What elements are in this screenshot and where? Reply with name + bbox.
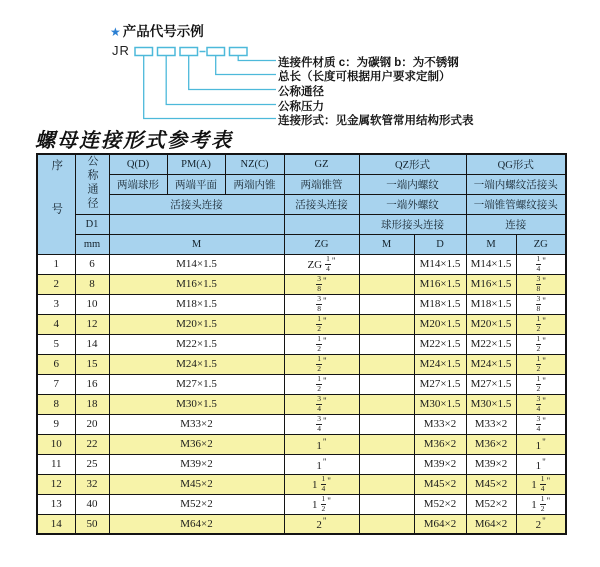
cell-serial: 5 <box>37 334 75 354</box>
cell-gz: $\frac{1}{2}$ " <box>284 334 359 354</box>
cell-dn: 16 <box>75 374 109 394</box>
cell-qg-zg: 1 $\frac{1}{2}$ " <box>516 494 566 514</box>
cell-gz: 1 $\frac{1}{2}$ " <box>284 494 359 514</box>
cell-qg-zg: 1 $\frac{1}{4}$ " <box>516 474 566 494</box>
cell-dn: 25 <box>75 454 109 474</box>
header-col-qg: QG形式 <box>466 154 566 174</box>
table-row <box>37 294 566 314</box>
code-label-material: 连接件材质 c：为碳钢 b：为不锈钢 <box>278 57 459 69</box>
cell-qg-zg: $\frac{1}{2}$ " <box>516 314 566 334</box>
cell-qz-d: M33×2 <box>414 414 466 434</box>
header-serial <box>37 154 75 254</box>
cell-qz-d: M20×1.5 <box>414 314 466 334</box>
header-empty <box>109 214 284 234</box>
cell-qz-m <box>359 314 414 334</box>
reference-table <box>36 153 567 535</box>
header-m-label: M <box>109 234 284 254</box>
cell-qg-m: M20×1.5 <box>466 314 516 334</box>
table-row <box>37 494 566 514</box>
cell-m: M30×1.5 <box>109 394 284 414</box>
cell-qg-zg: $\frac{1}{2}$ " <box>516 374 566 394</box>
code-label-connection-form: 连接形式：见金属软管常用结构形式表 <box>278 115 474 127</box>
header-col-q: Q(D) <box>109 154 167 174</box>
table-row <box>37 394 566 414</box>
cell-qz-m <box>359 514 414 534</box>
cell-serial: 1 <box>37 254 75 274</box>
cell-qz-m <box>359 254 414 274</box>
header-row-3 <box>37 194 566 214</box>
cell-gz: $\frac{1}{2}$ " <box>284 374 359 394</box>
header-qg-desc-top: 一端内螺纹活接头 <box>466 174 566 194</box>
cell-qz-d: M16×1.5 <box>414 274 466 294</box>
cell-dn: 14 <box>75 334 109 354</box>
cell-qg-zg: 2" <box>516 514 566 534</box>
table-row <box>37 514 566 534</box>
cell-gz: 1" <box>284 454 359 474</box>
cell-serial: 13 <box>37 494 75 514</box>
header-empty <box>284 214 359 234</box>
cell-qz-m <box>359 454 414 474</box>
cell-qg-m: M24×1.5 <box>466 354 516 374</box>
header-qz-connection: 球形接头连接 <box>359 214 466 234</box>
cell-qz-m <box>359 294 414 314</box>
table-row <box>37 354 566 374</box>
cell-qz-m <box>359 494 414 514</box>
header-row-4 <box>37 214 566 234</box>
diagram-title <box>110 20 204 40</box>
header-d1: D1 <box>75 214 109 234</box>
code-label-total-length: 总长（长度可根据用户要求定制） <box>278 71 451 83</box>
table-header <box>37 154 566 254</box>
cell-qz-d: M64×2 <box>414 514 466 534</box>
header-serial-label: 序号 <box>50 159 63 247</box>
header-zg-label: ZG <box>284 234 359 254</box>
header-row-1 <box>37 154 566 174</box>
cell-qg-m: M27×1.5 <box>466 374 516 394</box>
cell-qz-d: M18×1.5 <box>414 294 466 314</box>
cell-serial: 3 <box>37 294 75 314</box>
cell-serial: 7 <box>37 374 75 394</box>
cell-gz: $\frac{3}{4}$ " <box>284 394 359 414</box>
cell-m: M45×2 <box>109 474 284 494</box>
cell-qg-m: M16×1.5 <box>466 274 516 294</box>
cell-serial: 6 <box>37 354 75 374</box>
cell-serial: 9 <box>37 414 75 434</box>
cell-qg-zg: $\frac{1}{2}$ " <box>516 354 566 374</box>
cell-m: M22×1.5 <box>109 334 284 354</box>
header-gz-desc: 两端锥管 <box>284 174 359 194</box>
cell-dn: 40 <box>75 494 109 514</box>
table-row <box>37 254 566 274</box>
cell-gz: $\frac{1}{2}$ " <box>284 354 359 374</box>
cell-qz-m <box>359 354 414 374</box>
cell-serial: 8 <box>37 394 75 414</box>
table-row <box>37 374 566 394</box>
code-box-4 <box>207 48 225 56</box>
cell-qg-m: M64×2 <box>466 514 516 534</box>
header-row-2 <box>37 174 566 194</box>
header-nz-desc: 两端内锥 <box>225 174 284 194</box>
cell-qg-zg: $\frac{1}{2}$ " <box>516 334 566 354</box>
diagram-title-text: 产品代号示例 <box>122 24 204 39</box>
header-nominal-diameter <box>75 154 109 214</box>
cell-gz: ZG $\frac{1}{4}$ " <box>284 254 359 274</box>
cell-qg-m: M30×1.5 <box>466 394 516 414</box>
cell-qz-d: M27×1.5 <box>414 374 466 394</box>
cell-dn: 15 <box>75 354 109 374</box>
code-label-nominal-pressure: 公称压力 <box>278 101 324 113</box>
cell-gz: 1" <box>284 434 359 454</box>
cell-m: M39×2 <box>109 454 284 474</box>
cell-qg-zg: $\frac{3}{8}$ " <box>516 274 566 294</box>
header-qg-desc-bottom: 一端锥管螺纹接头 <box>466 194 566 214</box>
cell-qz-d: M22×1.5 <box>414 334 466 354</box>
table-body <box>37 254 566 534</box>
star-icon: ★ <box>110 25 121 39</box>
cell-m: M20×1.5 <box>109 314 284 334</box>
cell-qg-zg: $\frac{3}{8}$ " <box>516 294 566 314</box>
header-col-pm: PM(A) <box>167 154 225 174</box>
cell-qz-d: M24×1.5 <box>414 354 466 374</box>
cell-qz-d: M36×2 <box>414 434 466 454</box>
cell-qg-zg: 1" <box>516 434 566 454</box>
cell-qg-m: M52×2 <box>466 494 516 514</box>
table-row <box>37 314 566 334</box>
cell-qg-m: M39×2 <box>466 454 516 474</box>
code-box-5 <box>230 48 248 56</box>
cell-qg-m: M45×2 <box>466 474 516 494</box>
cell-m: M14×1.5 <box>109 254 284 274</box>
cell-serial: 12 <box>37 474 75 494</box>
cell-gz: 2" <box>284 514 359 534</box>
header-qz-d: D <box>414 234 466 254</box>
table-row <box>37 274 566 294</box>
cell-serial: 10 <box>37 434 75 454</box>
cell-qg-m: M36×2 <box>466 434 516 454</box>
cell-qz-m <box>359 374 414 394</box>
cell-gz: $\frac{3}{4}$ " <box>284 414 359 434</box>
code-connector-line-4 <box>166 56 276 105</box>
cell-m: M33×2 <box>109 414 284 434</box>
code-label-nominal-diameter: 公称通径 <box>278 86 324 98</box>
cell-qg-zg: $\frac{1}{4}$ " <box>516 254 566 274</box>
cell-dn: 22 <box>75 434 109 454</box>
header-gz-connection: 活接头连接 <box>284 194 359 214</box>
cell-qz-m <box>359 474 414 494</box>
cell-serial: 11 <box>37 454 75 474</box>
code-box-2 <box>158 48 176 56</box>
cell-qg-zg: 1" <box>516 454 566 474</box>
cell-serial: 14 <box>37 514 75 534</box>
cell-m: M24×1.5 <box>109 354 284 374</box>
cell-qg-zg: $\frac{3}{4}$ " <box>516 394 566 414</box>
header-qg-zg: ZG <box>516 234 566 254</box>
cell-qz-m <box>359 334 414 354</box>
header-row-5 <box>37 234 566 254</box>
cell-qg-m: M14×1.5 <box>466 254 516 274</box>
table-row <box>37 434 566 454</box>
cell-qz-d: M30×1.5 <box>414 394 466 414</box>
header-qg-connection: 连接 <box>466 214 566 234</box>
cell-qz-d: M52×2 <box>414 494 466 514</box>
cell-dn: 20 <box>75 414 109 434</box>
code-connector-line-5 <box>144 56 276 119</box>
cell-m: M27×1.5 <box>109 374 284 394</box>
header-nominal-diameter-label: 公称通径 <box>86 154 98 211</box>
cell-qz-m <box>359 394 414 414</box>
cell-qz-m <box>359 274 414 294</box>
cell-qz-m <box>359 434 414 454</box>
cell-qg-m: M22×1.5 <box>466 334 516 354</box>
cell-m: M52×2 <box>109 494 284 514</box>
table-title: 螺母连接形式参考表 <box>35 128 233 152</box>
table-row <box>37 454 566 474</box>
cell-qg-m: M18×1.5 <box>466 294 516 314</box>
header-col-qz: QZ形式 <box>359 154 466 174</box>
cell-serial: 4 <box>37 314 75 334</box>
code-connector-line-2 <box>216 56 276 75</box>
cell-dn: 12 <box>75 314 109 334</box>
cell-qg-m: M33×2 <box>466 414 516 434</box>
header-col-gz: GZ <box>284 154 359 174</box>
cell-qz-m <box>359 414 414 434</box>
cell-dn: 6 <box>75 254 109 274</box>
cell-gz: $\frac{3}{8}$ " <box>284 274 359 294</box>
header-q-desc: 两端球形 <box>109 174 167 194</box>
cell-m: M18×1.5 <box>109 294 284 314</box>
code-box-1 <box>135 48 153 56</box>
cell-dn: 8 <box>75 274 109 294</box>
header-qz-desc-top: 一端内螺纹 <box>359 174 466 194</box>
cell-gz: 1 $\frac{1}{4}$ " <box>284 474 359 494</box>
code-box-3 <box>180 48 198 56</box>
header-union-connection: 活接头连接 <box>109 194 284 214</box>
table-row <box>37 474 566 494</box>
cell-m: M36×2 <box>109 434 284 454</box>
table-row <box>37 414 566 434</box>
cell-qz-d: M39×2 <box>414 454 466 474</box>
cell-m: M64×2 <box>109 514 284 534</box>
cell-serial: 2 <box>37 274 75 294</box>
header-qz-desc-bottom: 一端外螺纹 <box>359 194 466 214</box>
header-unit-mm: mm <box>75 234 109 254</box>
cell-qg-zg: $\frac{3}{4}$ " <box>516 414 566 434</box>
header-pm-desc: 两端平面 <box>167 174 225 194</box>
header-qg-m: M <box>466 234 516 254</box>
cell-gz: $\frac{1}{2}$ " <box>284 314 359 334</box>
cell-dn: 32 <box>75 474 109 494</box>
header-qz-m: M <box>359 234 414 254</box>
code-prefix: JR <box>112 43 130 58</box>
cell-m: M16×1.5 <box>109 274 284 294</box>
header-col-nz: NZ(C) <box>225 154 284 174</box>
cell-dn: 50 <box>75 514 109 534</box>
table-row <box>37 334 566 354</box>
cell-qz-d: M14×1.5 <box>414 254 466 274</box>
cell-qz-d: M45×2 <box>414 474 466 494</box>
cell-gz: $\frac{3}{8}$ " <box>284 294 359 314</box>
cell-dn: 10 <box>75 294 109 314</box>
cell-dn: 18 <box>75 394 109 414</box>
